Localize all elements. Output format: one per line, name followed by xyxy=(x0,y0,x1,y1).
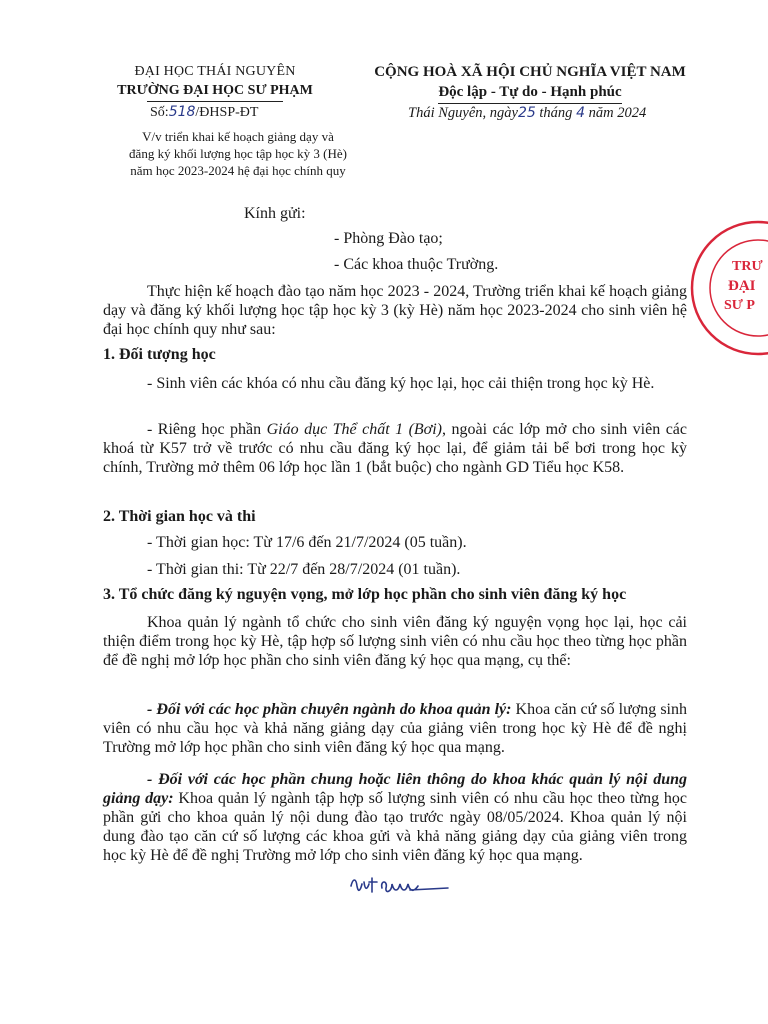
document-subject xyxy=(108,128,368,179)
recipients-label: Kính gửi: xyxy=(244,205,306,222)
section-1-item-2 xyxy=(103,420,687,477)
section-3-paragraph: Khoa quản lý ngành tổ chức cho sinh viên đăng ký nguyện vọng học lại, học cải thiện điểm trong học kỳ Hè, tập hợp số lượng sinh viên có nhu cầu học theo từng học phần để đề nghị mở lớp học phần cho sinh viên đăng ký học qua mạng, cụ thể: xyxy=(103,614,687,669)
doc-number-suffix: /ĐHSP-ĐT xyxy=(195,105,259,120)
recipient-1: - Phòng Đào tạo; xyxy=(334,230,443,247)
issuer-block xyxy=(90,62,340,100)
document-number xyxy=(150,104,258,121)
section-1-item-1: - Sinh viên các khóa có nhu cầu đăng ký học lại, học cải thiện trong học kỳ Hè. xyxy=(147,375,655,392)
common-courses-text: Khoa quản lý ngành tập hợp số lượng sinh viên có nhu cầu học theo từng học phần gửi cho khoa quản lý nội dung đào tạo trước ngày 08/05/2024. Khoa quản lý nội dung đào tạo căn cứ số lượng các khoa gửi và khả năng giảng dạy của giảng viên trong học kỳ Hè để đề nghị Trường mở lớp cho sinh viên đăng ký học qua mạng. xyxy=(103,790,687,864)
official-stamp xyxy=(688,218,768,358)
major-courses-heading: - Đối với các học phần chuyên ngành do khoa quản lý: xyxy=(147,701,512,718)
date-place: Thái Nguyên, ngày xyxy=(408,105,518,121)
study-period: - Thời gian học: Từ 17/6 đến 21/7/2024 (05 tuần). xyxy=(147,534,467,551)
exam-period: - Thời gian thi: Từ 22/7 đến 28/7/2024 (01 tuần). xyxy=(147,561,461,578)
item-2-lead: - Riêng học phần xyxy=(147,421,267,438)
university-name: ĐẠI HỌC THÁI NGUYÊN xyxy=(134,64,296,79)
section-3-title: 3. Tổ chức đăng ký nguyện vọng, mở lớp học phần cho sinh viên đăng ký học xyxy=(103,586,627,603)
intro-paragraph: Thực hiện kế hoạch đào tạo năm học 2023 - 2024, Trường triển khai kế hoạch giảng dạy và đăng ký khối lượng học tập học kỳ 3 (kỳ Hè) năm học 2023-2024 cho sinh viên hệ đại học chính quy như sau: xyxy=(103,283,687,338)
stamp-text-1: TRƯ xyxy=(732,259,763,274)
school-name: TRƯỜNG ĐẠI HỌC SƯ PHẠM xyxy=(117,83,313,98)
subject-line-1: V/v triển khai kế hoạch giảng dạy và xyxy=(142,129,334,144)
section-1-title: 1. Đối tượng học xyxy=(103,346,216,363)
doc-number-prefix: Số: xyxy=(150,105,169,120)
date-month-label: tháng xyxy=(539,105,573,121)
subject-line-2: đăng ký khối lượng học tập học kỳ 3 (Hè) xyxy=(129,146,347,161)
major-courses-text: Khoa căn cứ số lượng sinh viên có nhu cầu học và khả năng giảng dạy của giảng viên trong học kỳ Hè để đề nghị Trường mở lớp học phần cho sinh viên đăng ký học qua mạng. xyxy=(103,701,688,756)
recipient-2: - Các khoa thuộc Trường. xyxy=(334,256,499,273)
national-header xyxy=(360,62,700,102)
stamp-text-2: ĐẠI xyxy=(728,278,756,294)
date-month-handwritten: 4 xyxy=(576,105,585,121)
subject-line-3: năm học 2023-2024 hệ đại học chính quy xyxy=(130,163,346,178)
document-date xyxy=(408,105,646,122)
date-day-handwritten: 25 xyxy=(517,105,536,121)
section-3-item-common xyxy=(103,770,687,865)
course-name: Giáo dục Thể chất 1 (Bơi) xyxy=(266,421,442,438)
national-motto: Độc lập - Tự do - Hạnh phúc xyxy=(438,84,622,100)
item-2-rest: , ngoài các lớp mở cho sinh viên các khoá từ K57 trở về trước có nhu cầu đăng ký học lại, để giảm tải bể bơi trong học kỳ chính, Trường mở thêm 06 lớp học lần 1 (bắt buộc) cho ngành GD Tiểu học K58. xyxy=(103,421,688,476)
common-courses-heading: - Đối với các học phần chung hoặc liên thông do khoa khác quản lý nội dung giảng dạy: xyxy=(103,771,687,807)
section-3-item-major xyxy=(103,700,687,757)
initials-signature xyxy=(348,872,458,898)
stamp-text-3: SƯ P xyxy=(724,298,755,313)
date-year: năm 2024 xyxy=(588,105,647,121)
section-2-title: 2. Thời gian học và thi xyxy=(103,508,256,525)
country-name: CỘNG HOÀ XÃ HỘI CHỦ NGHĨA VIỆT NAM xyxy=(374,64,686,80)
doc-number-handwritten: 518 xyxy=(168,104,196,120)
